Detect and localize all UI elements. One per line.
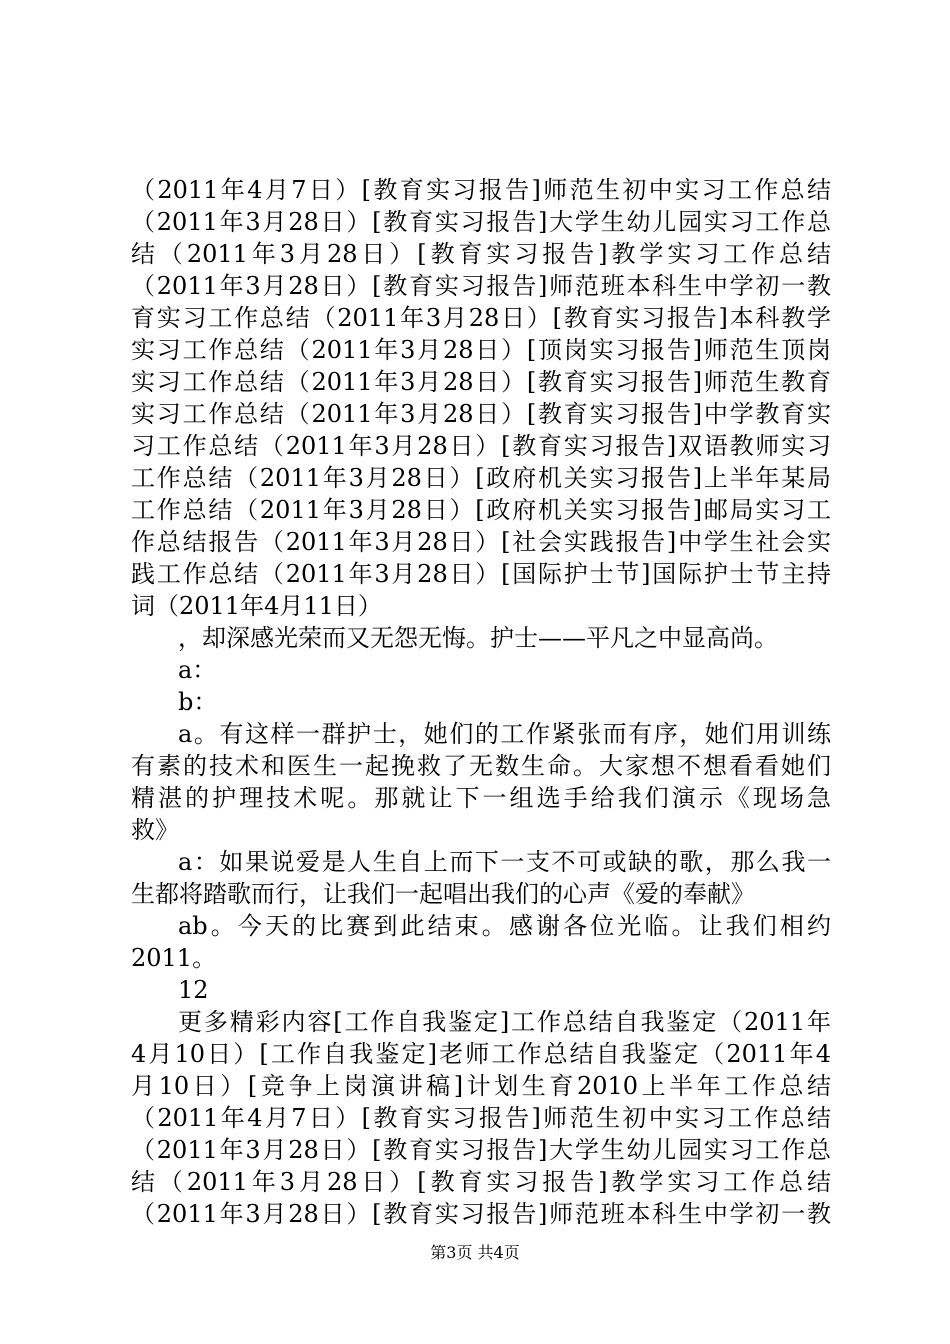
text-line: 结（2011年3月28日）[教育实习报告]教学实习工作总结 bbox=[131, 1168, 831, 1196]
text-line: 更多精彩内容[工作自我鉴定]工作总结自我鉴定（2011年 bbox=[178, 1008, 831, 1036]
text-line: a： bbox=[178, 656, 217, 684]
text-line: 工作总结（2011年3月28日）[政府机关实习报告]邮局实习工 bbox=[131, 496, 831, 524]
text-line: a：如果说爱是人生自上而下一支不可或缺的歌，那么我一 bbox=[178, 848, 831, 876]
text-line: 救》 bbox=[131, 816, 179, 844]
text-line: 月10日）[竞争上岗演讲稿]计划生育2010上半年工作总结 bbox=[131, 1072, 831, 1100]
text-line: 12 bbox=[178, 976, 209, 1004]
text-line: 实习工作总结（2011年3月28日）[顶岗实习报告]师范生顶岗 bbox=[131, 336, 831, 364]
text-line: 习工作总结（2011年3月28日）[教育实习报告]双语教师实习 bbox=[131, 432, 831, 460]
text-line: b： bbox=[178, 688, 218, 716]
text-line: 有素的技术和医生一起挽救了无数生命。大家想不想看看她们 bbox=[131, 752, 831, 780]
text-line: （2011年4月7日）[教育实习报告]师范生初中实习工作总结 bbox=[131, 1104, 831, 1132]
text-line: 2011。 bbox=[131, 944, 217, 972]
text-line: （2011年3月28日）[教育实习报告]师范班本科生中学初一教 bbox=[131, 1200, 831, 1228]
text-line: 4月10日）[工作自我鉴定]老师工作总结自我鉴定（2011年4 bbox=[131, 1040, 831, 1068]
text-line: （2011年3月28日）[教育实习报告]师范班本科生中学初一教 bbox=[131, 272, 831, 300]
text-line: 精湛的护理技术呢。那就让下一组选手给我们演示《现场急 bbox=[131, 784, 831, 812]
text-line: ab。今天的比赛到此结束。感谢各位光临。让我们相约 bbox=[178, 912, 831, 940]
text-line: 作总结报告（2011年3月28日）[社会实践报告]中学生社会实 bbox=[131, 528, 831, 556]
text-line: a。有这样一群护士，她们的工作紧张而有序，她们用训练 bbox=[178, 720, 831, 748]
text-line: （2011年3月28日）[教育实习报告]大学生幼儿园实习工作总 bbox=[131, 208, 831, 236]
text-line: 实习工作总结（2011年3月28日）[教育实习报告]中学教育实 bbox=[131, 400, 831, 428]
text-line: 生都将踏歌而行，让我们一起唱出我们的心声《爱的奉献》 bbox=[131, 880, 755, 908]
text-line: 育实习工作总结（2011年3月28日）[教育实习报告]本科教学 bbox=[131, 304, 831, 332]
text-line: （2011年3月28日）[教育实习报告]大学生幼儿园实习工作总 bbox=[131, 1136, 831, 1164]
page-number-footer: 第3页 共4页 bbox=[430, 1243, 520, 1262]
text-line: 词（2011年4月11日） bbox=[131, 592, 382, 620]
text-line: ，却深感光荣而又无怨无悔。护士——平凡之中显高尚。 bbox=[178, 624, 778, 652]
text-line: 践工作总结（2011年3月28日）[国际护士节]国际护士节主持 bbox=[131, 560, 831, 588]
text-line: 实习工作总结（2011年3月28日）[教育实习报告]师范生教育 bbox=[131, 368, 831, 396]
document-body bbox=[131, 174, 831, 1230]
text-line: （2011年4月7日）[教育实习报告]师范生初中实习工作总结 bbox=[131, 176, 831, 204]
text-line: 结（2011年3月28日）[教育实习报告]教学实习工作总结 bbox=[131, 240, 831, 268]
text-line: 工作总结（2011年3月28日）[政府机关实习报告]上半年某局 bbox=[131, 464, 831, 492]
